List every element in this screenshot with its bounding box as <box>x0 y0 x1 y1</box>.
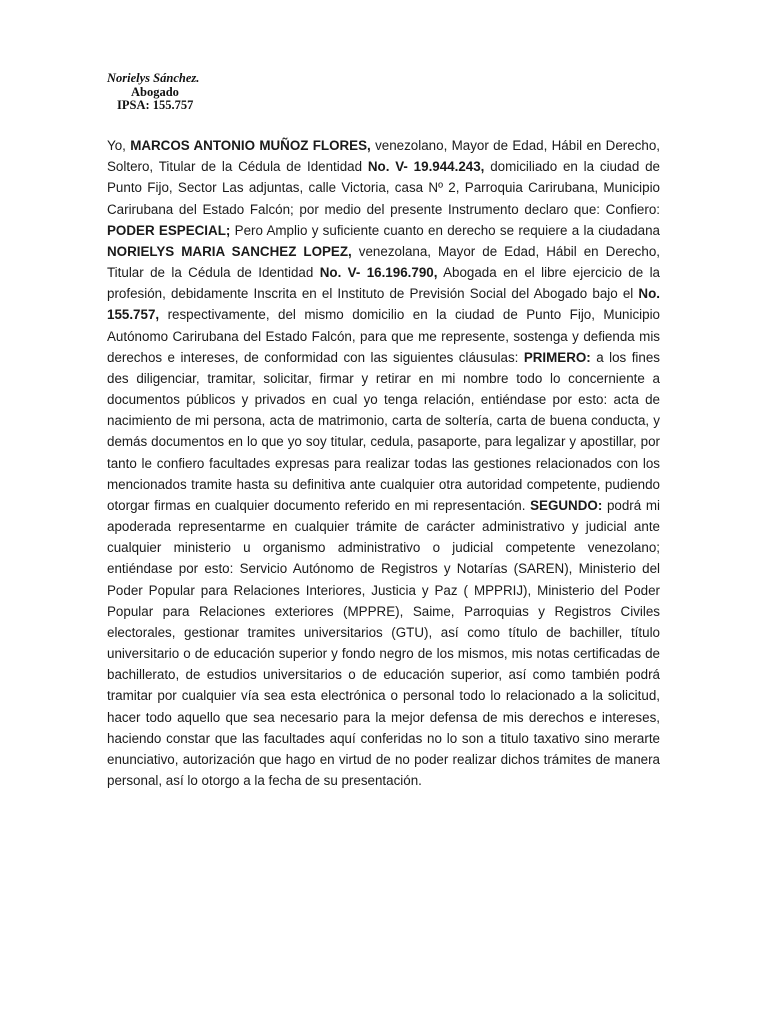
text-segment: respectivamente, del mismo domicilio en la ciudad de Punto Fijo, Municipio Autónomo Carirubana del Estado Falcón, para que me represente, sostenga y defienda mis derechos e intereses, de conformidad con las siguientes cláusulas: <box>107 307 660 365</box>
power-type: PODER ESPECIAL; <box>107 222 231 238</box>
power-of-attorney-text <box>107 135 660 791</box>
attorney-bar-number: No. 155.757, <box>107 286 660 323</box>
grantor-name: MARCOS ANTONIO MUÑOZ FLORES, <box>130 138 371 153</box>
clause-primero-text: a los fines des diligenciar, tramitar, solicitar, firmar y retirar en mi nombre todo lo concerniente a documentos públicos y privados en cual yo tenga relación, entiéndase por esto: acta de nacimiento de mi persona, acta de matrimonio, carta de soltería, carta de buena conducta, y demás documentos en lo que yo soy titular, cedula, pasaporte, para legalizar y apostillar, por tanto le confiero facultades expresas para realizar todas las gestiones relacionados con los mencionados tramite hasta su definitiva ante cualquier otra autoridad competente, pudiendo otorgar firmas en cualquier documento referido en mi representación. <box>107 349 660 513</box>
text-segment: Abogada en el libre ejercicio de la profesión, debidamente Inscrita en el Instituto de Previsión Social del Abogado bajo el <box>107 265 660 302</box>
lawyer-name: Norielys Sánchez. <box>107 71 200 85</box>
attorney-name: NORIELYS MARIA SANCHEZ LOPEZ, <box>107 243 352 259</box>
grantor-id-number: No. V- 19.944.243, <box>367 159 485 175</box>
letterhead <box>107 72 199 113</box>
text-segment: Yo, <box>107 138 131 153</box>
clause-segundo-text: podrá mi apoderada representarme en cualquier trámite de carácter administrativo y judicial ante cualquier ministerio u organismo administrativo o judicial competente venezolano; entiéndase por esto: Servicio Autónomo de Registros y Notarías (SAREN), Ministerio del Poder Popular para Relaciones Interiores, Justicia y Paz ( MPPRIJ), Ministerio del Poder Popular para Relaciones exteriores (MPPRE), Saime, Parroquias y Registros Civiles electorales, gestionar tramites universitarios (GTU), así como título de bachiller, título universitario o de educación superior y fondo negro de los mismos, mis notas certificadas de bachillerato, de estudios universitarios o de educación superior, así como también podrá tramitar por cualquier vía sea esta electrónica o personal todo lo relacionado a la solicitud, hacer todo aquello que sea necesario para la mejor defensa de mis derechos e intereses, haciendo constar que las facultades aquí conferidas no lo son a titulo taxativo sino merarte enunciativo, autorización que hago en virtud de no poder realizar dichos trámites de manera personal, así lo otorgo a la fecha de su presentación. <box>107 497 660 789</box>
lawyer-title: Abogado <box>131 84 179 99</box>
text-segment: domiciliado en la ciudad de Punto Fijo, Sector Las adjuntas, calle Victoria, casa Nº 2, Parroquia Carirubana, Municipio Carirubana del Estado Falcón; por medio del presente Instrumento declaro que: Confiero: <box>107 159 661 217</box>
text-segment: venezolano, Mayor de Edad, Hábil en Derecho, Soltero, Titular de la Cédula de Identidad <box>107 138 661 175</box>
clause-segundo-label: SEGUNDO: <box>530 497 603 513</box>
attorney-id-number: No. V- 16.196.790, <box>319 265 438 281</box>
text-segment: venezolana, Mayor de Edad, Hábil en Derecho, Titular de la Cédula de Identidad <box>107 243 660 281</box>
text-segment: Pero Amplio y suficiente cuanto en derecho se requiere a la ciudadana <box>230 222 660 238</box>
lawyer-ipsa-number: IPSA: 155.757 <box>117 98 194 112</box>
clause-primero-label: PRIMERO: <box>523 349 591 365</box>
